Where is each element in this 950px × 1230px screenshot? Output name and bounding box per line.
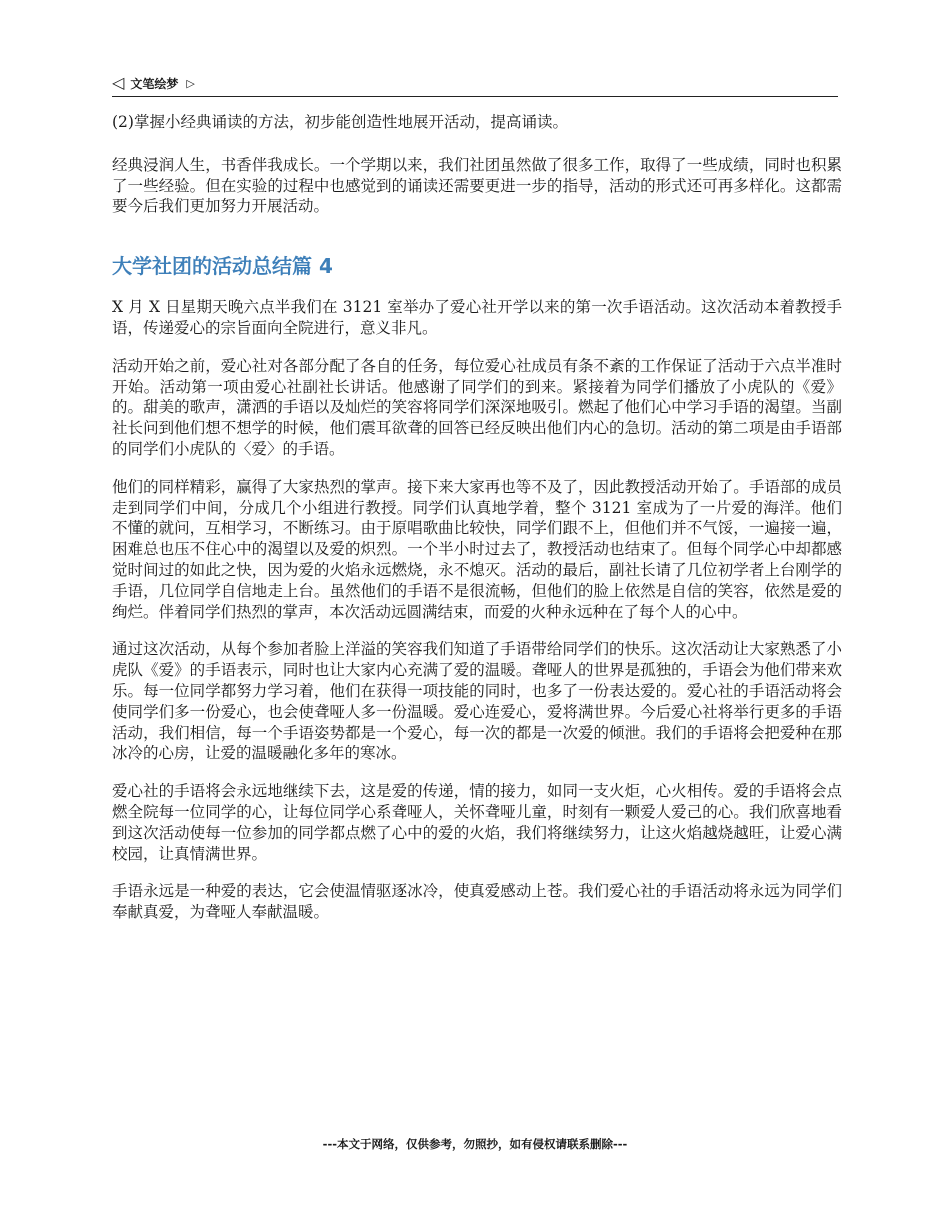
document-body <box>112 112 842 940</box>
paragraph: 经典浸润人生，书香伴我成长。一个学期以来，我们社团虽然做了很多工作，取得了一些成绩，同时也积累了一些经验。但在实验的过程中也感觉到的诵读还需要更进一步的指导，活动的形式还可再多样化。这都需要今后我们更加努力开展活动。 <box>112 155 842 216</box>
page-header <box>112 70 838 97</box>
paragraph: 通过这次活动，从每个参加者脸上洋溢的笑容我们知道了手语带给同学们的快乐。这次活动让大家熟悉了小虎队《爱》的手语表示，同时也让大家内心充满了爱的温暖。聋哑人的世界是孤独的，手语会为他们带来欢乐。每一位同学都努力学习着，他们在获得一项技能的同时，也多了一份表达爱的。爱心社的手语活动将会使同学们多一份爱心，也会使聋哑人多一份温暖。爱心连爱心，爱将满世界。今后爱心社将举行更多的手语活动，我们相信，每一个手语姿势都是一个爱心，每一次的都是一次爱的倾泄。我们的手语将会把爱种在那冰冷的心房，让爱的温暖融化多年的寒冰。 <box>112 640 842 763</box>
section-title: 大学社团的活动总结篇 4 <box>112 254 333 279</box>
footer-disclaimer: ---本文于网络，仅供参考，勿照抄，如有侵权请联系删除--- <box>322 1137 628 1151</box>
triangle-right-icon: ▷ <box>186 76 195 90</box>
paragraph: X 月 X 日星期天晚六点半我们在 3121 室举办了爱心社开学以来的第一次手语活动。这次活动本着教授手语，传递爱心的宗旨面向全院进行，意义非凡。 <box>112 298 842 337</box>
brand-name: 文笔绘梦 <box>130 76 179 91</box>
paragraph: 爱心社的手语将会永远地继续下去，这是爱的传递，情的接力，如同一支火炬，心火相传。爱的手语将会点燃全院每一位同学的心，让每位同学心系聋哑人，关怀聋哑儿童，时刻有一颗爱人爱己的心。我们欣喜地看到这次活动使每一位参加的同学都点燃了心中的爱的火焰，我们将继续努力，让这火焰越烧越旺，让爱心满校园，让真情满世界。 <box>112 782 842 863</box>
paragraph: (2)掌握小经典诵读的方法，初步能创造性地展开活动，提高诵读。 <box>112 113 568 131</box>
triangle-left-icon: ◁ <box>112 73 125 92</box>
paragraph: 活动开始之前，爱心社对各部分配了各自的任务，每位爱心社成员有条不紊的工作保证了活动于六点半准时开始。活动第一项由爱心社副社长讲话。他感谢了同学们的到来。紧接着为同学们播放了小虎队的《爱》的。甜美的歌声，潇洒的手语以及灿烂的笑容将同学们深深地吸引。燃起了他们心中学习手语的渴望。当副社长问到他们想不想学的时候，他们震耳欲聋的回答已经反映出他们内心的急切。活动的第二项是由手语部的同学们小虎队的〈爱〉的手语。 <box>112 356 842 458</box>
paragraph: 手语永远是一种爱的表达，它会使温情驱逐冰冷，使真爱感动上苍。我们爱心社的手语活动将永远为同学们奉献真爱，为聋哑人奉献温暖。 <box>112 882 842 922</box>
paragraph: 他们的同样精彩，赢得了大家热烈的掌声。接下来大家再也等不及了，因此教授活动开始了。手语部的成员走到同学们中间，分成几个小组进行教授。同学们认真地学着，整个 3121 室成为了一片爱的海洋。他们不懂的就问，互相学习，不断练习。由于原唱歌曲比较快，同学们跟不上，但他们并不气馁，一遍接一遍，困难总也压不住心中的渴望以及爱的炽烈。一个半小时过去了，教授活动也结束了。但每个同学心中却都感觉时间过的如此之快，因为爱的火焰永远燃烧，永不熄灭。活动的最后，副社长请了几位初学者上台刚学的手语，几位同学自信地走上台。虽然他们的手语不是很流畅，但他们的脸上依然是自信的笑容，依然是爱的绚烂。伴着同学们热烈的掌声，本次活动远圆满结束，而爱的火种永远种在了每个人的心中。 <box>112 477 842 621</box>
